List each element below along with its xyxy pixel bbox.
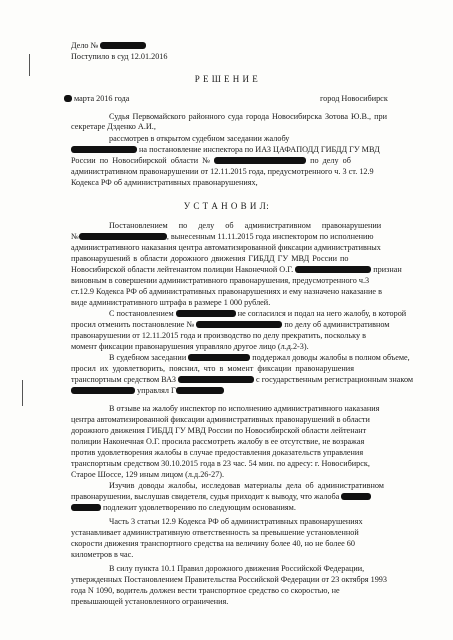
- body-line: правонарушений в области дорожного движения ГИБДД ГУ МВД России по: [71, 254, 349, 263]
- redaction: [196, 321, 282, 328]
- body-line: года N 1090, водитель должен вести транспортное средство со скоростью, не: [71, 586, 340, 595]
- body-line: скорости движения транспортного средства на величину более 40, но не более 60: [71, 539, 355, 548]
- body-line: транспортным средством 30.10.2015 года в 23 час. 54 мин. по адресу: г. Новосибирск,: [71, 459, 370, 468]
- body-line: Изучив доводы жалобы, исследовав материалы дела об административном: [109, 481, 384, 490]
- body-line: № , вынесенным 11.11.2015 года инспектором по исполнению: [71, 232, 374, 241]
- body-line: В отзыве на жалобу инспектор по исполнению административного наказания: [109, 404, 380, 413]
- body-line: В судебном заседании поддержал доводы жалобы в полном объеме,: [109, 353, 410, 362]
- margin-mark: [22, 380, 23, 406]
- redaction: [71, 146, 137, 153]
- body-line: Новосибирской области лейтенантом полиции Наконечной О.Г. признан: [71, 265, 402, 274]
- redaction: [71, 504, 101, 511]
- body-line: полиции Наконечная О.Г. просила рассмотреть жалобу в ее отсутствие, не возражая: [71, 437, 365, 446]
- intro-line: Кодекса РФ об административных правонарушениях,: [71, 178, 258, 187]
- body-line: момент фиксации правонарушения управляло другое лицо (л.д.2-3).: [71, 342, 309, 351]
- body-line: транспортным средством ВАЗ с государственным регистрационным знаком: [71, 375, 414, 384]
- document-title: Р Е Ш Е Н И Е: [194, 74, 259, 84]
- intro-line: Судья Первомайского районного суда города Новосибирска Зотова Ю.В., при: [109, 112, 387, 121]
- redaction: [188, 354, 250, 361]
- case-number-line: [71, 41, 146, 51]
- decision-place: город Новосибирск: [320, 94, 388, 103]
- body-line: просил их удовлетворить, пояснил, что в момент фиксации правонарушения: [71, 364, 354, 373]
- intro-line: России по Новосибирской области № по делу об: [71, 156, 351, 165]
- redaction: [100, 42, 146, 49]
- intro-line: рассмотрев в открытом судебном заседании жалобу: [109, 134, 290, 143]
- redaction: [79, 233, 167, 240]
- body-line: подлежит удовлетворению по следующим основаниям.: [71, 503, 296, 513]
- decision-date: марта 2016 года: [64, 94, 129, 104]
- body-line: правонарушении от 12.11.2015 года и производство по делу прекратить, поскольку в: [71, 331, 366, 340]
- redaction: [176, 387, 224, 394]
- body-line: просил отменить постановление № по делу об административном: [71, 320, 390, 329]
- section-heading: У С Т А Н О В И Л:: [183, 201, 270, 211]
- redaction: [295, 266, 371, 273]
- body-line: Постановлением по делу об административном правонарушении: [109, 221, 382, 230]
- redaction: [176, 310, 236, 317]
- intro-line: на постановление инспектора по ИАЗ ЦАФАПОДД ГИБДД ГУ МВД: [71, 145, 380, 155]
- redaction: [178, 376, 254, 383]
- body-line: километров в час.: [71, 550, 134, 559]
- body-line: против удовлетворения жалобы в случае предоставления доказательств управления: [71, 448, 364, 457]
- intro-line: секретаре Дзденко А.И.,: [71, 122, 156, 131]
- case-number-label: Дело №: [71, 41, 99, 50]
- body-line: центра автоматизированной фиксации административных правонарушений в области: [71, 415, 370, 424]
- body-line: устанавливает административную ответственность за превышение установленной: [71, 528, 359, 537]
- redaction: [71, 387, 135, 394]
- redaction: [64, 95, 72, 102]
- margin-mark: [29, 54, 30, 76]
- body-line: виде административного штрафа в размере 1 000 рублей.: [71, 298, 271, 307]
- body-line: управлял Г: [71, 386, 224, 396]
- body-line: ст.12.9 Кодекса РФ об административных правонарушениях и ему назначено наказание в: [71, 287, 382, 296]
- body-line: превышающей установленного ограничения.: [71, 597, 229, 606]
- body-line: Часть 3 статьи 12.9 Кодекса РФ об административных правонарушениях: [109, 517, 363, 526]
- body-line: Старое Шоссе, 129 иным лицом (л.д.26-27).: [71, 470, 225, 479]
- intro-line: административном правонарушении от 12.11.2015 года, предусмотренного ч. 3 ст. 12.9: [71, 167, 374, 176]
- body-line: С постановлением не согласился и подал на него жалобу, в которой: [109, 309, 407, 318]
- body-line: административного наказания центра автоматизированной фиксации административных: [71, 243, 381, 252]
- body-line: дорожного движения ГИБДД ГУ МВД России по Новосибирской области лейтенант: [71, 426, 367, 435]
- redaction: [341, 493, 371, 500]
- body-line: утвержденных Постановлением Правительства Российской Федерации от 23 октября 1993: [71, 575, 387, 584]
- body-line: виновным в совершении административного правонарушения, предусмотренного ч.3: [71, 276, 370, 285]
- body-line: В силу пункта 10.1 Правил дорожного движения Российской Федерации,: [109, 564, 365, 573]
- redaction: [214, 157, 306, 164]
- received-date: Поступило в суд 12.01.2016: [71, 52, 168, 61]
- body-line: правонарушении, выслушав свидетеля, судья приходит к выводу, что жалоба: [71, 492, 371, 502]
